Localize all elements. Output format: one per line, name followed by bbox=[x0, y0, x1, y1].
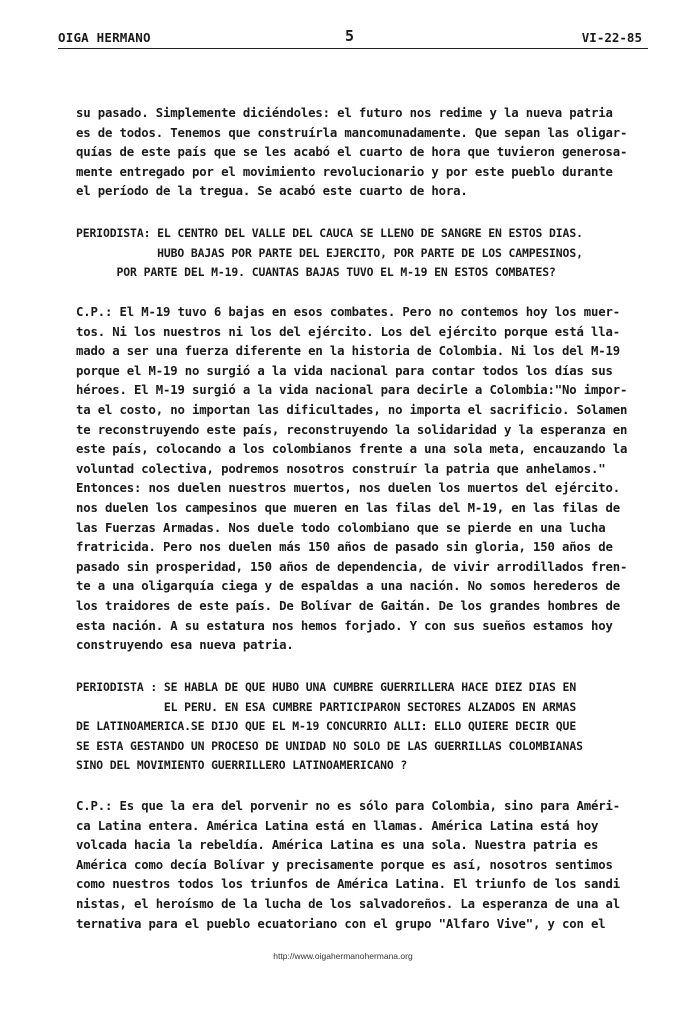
answer-2 bbox=[76, 797, 646, 934]
text-line: HUBO BAJAS POR PARTE DEL EJERCITO, POR PARTE DE LOS CAMPESINOS, bbox=[76, 245, 583, 260]
text-line: C.P.: El M-19 tuvo 6 bajas en esos combates. Pero no contemos hoy los muer- bbox=[76, 305, 621, 319]
text-line: te a una oligarquía ciega y de espaldas a una nación. No somos herederos de bbox=[76, 579, 621, 594]
text-line: SINO DEL MOVIMIENTO GUERRILLERO LATINOAMERICANO ? bbox=[76, 758, 408, 773]
text-line: los traidores de este país. De Bolívar de Gaitán. De los grandes hombres de bbox=[76, 598, 621, 613]
header-title: OIGA HERMANO bbox=[58, 30, 151, 45]
text-line: nos duelen los campesinos que mueren en las filas del M-19, en las filas de bbox=[76, 500, 621, 515]
text-line: tos. Ni los nuestros ni los del ejército. Los del ejército porque está lla- bbox=[76, 324, 621, 339]
text-line: nistas, el heroísmo de la lucha de los salvadoreños. La esperanza de una al bbox=[76, 896, 621, 911]
text-line: ca Latina entera. América Latina está en llamas. América Latina está hoy bbox=[76, 818, 599, 833]
text-line: EL PERU. EN ESA CUMBRE PARTICIPARON SECTORES ALZADOS EN ARMAS bbox=[76, 699, 577, 714]
text-line: Entonces: nos duelen nuestros muertos, nos duelen los muertos del ejército. bbox=[76, 481, 621, 496]
text-line: héroes. El M-19 surgió a la vida nacional para decirle a Colombia:"No impor- bbox=[76, 383, 628, 398]
text-line: mado a ser una fuerza diferente en la historia de Colombia. Ni los del M-19 bbox=[76, 344, 621, 359]
text-line: pasado sin prosperidad, 150 años de dependencia, de vivir arrodillados fren- bbox=[76, 559, 628, 574]
text-line: fratricida. Pero nos duelen más 150 años de pasado sin gloria, 150 años de bbox=[76, 540, 613, 555]
text-line: quías de este país que se les acabó el cuarto de hora que tuvieron generosa- bbox=[76, 145, 628, 160]
text-line: voluntad colectiva, podremos nosotros construír la patria que anhelamos." bbox=[76, 461, 606, 476]
header-date: VI-22-85 bbox=[581, 30, 642, 45]
text-line: su pasado. Simplemente diciéndoles: el futuro nos redime y la nueva patria bbox=[76, 106, 613, 120]
text-line: porque el M-19 no surgió a la vida nacional para contar todos los días sus bbox=[76, 363, 613, 378]
text-line: te reconstruyendo este país, reconstruyendo la solidaridad y la esperanza en bbox=[76, 422, 628, 437]
text-line: esta nación. A su estatura nos hemos forjado. Y con sus sueños estamos hoy bbox=[76, 618, 613, 633]
page-number: 5 bbox=[345, 27, 355, 45]
page-header bbox=[58, 27, 648, 49]
text-line: POR PARTE DEL M-19. CUANTAS BAJAS TUVO EL M-19 EN ESTOS COMBATES? bbox=[76, 265, 556, 280]
text-line: el período de la tregua. Se acabó este cuarto de hora. bbox=[76, 184, 468, 199]
text-line: PERIODISTA : SE HABLA DE QUE HUBO UNA CUMBRE GUERRILLERA HACE DIEZ DIAS EN bbox=[76, 680, 577, 694]
text-line: es de todos. Tenemos que construírla mancomunadamente. Que sepan las oligar- bbox=[76, 125, 628, 140]
text-line: ta el costo, no importan las dificultades, no importa el sacrificio. Solamen bbox=[76, 402, 628, 417]
text-line: volcada hacia la rebeldía. América Latina es una sola. Nuestra patria es bbox=[76, 838, 599, 853]
text-line: DE LATINOAMERICA.SE DIJO QUE EL M-19 CONCURRIO ALLI: ELLO QUIERE DECIR QUE bbox=[76, 719, 577, 734]
paragraph-continuation bbox=[76, 104, 646, 202]
text-line: este país, colocando a los colombianos frente a una sola meta, encauzando la bbox=[76, 442, 628, 457]
footer-url[interactable]: http://www.oigahermanohermana.org bbox=[273, 951, 413, 961]
text-line: PERIODISTA: EL CENTRO DEL VALLE DEL CAUCA SE LLENO DE SANGRE EN ESTOS DIAS. bbox=[76, 226, 583, 240]
text-line: SE ESTA GESTANDO UN PROCESO DE UNIDAD NO SOLO DE LAS GUERRILLAS COLOMBIANAS bbox=[76, 738, 583, 753]
text-line: las Fuerzas Armadas. Nos duele todo colombiano que se pierde en una lucha bbox=[76, 520, 606, 535]
text-line: América como decía Bolívar y precisamente porque es así, nosotros sentimos bbox=[76, 857, 613, 872]
text-line: mente entregado por el movimiento revolucionario y por este pueblo durante bbox=[76, 164, 613, 179]
text-line: construyendo esa nueva patria. bbox=[76, 638, 294, 653]
answer-1 bbox=[76, 303, 646, 656]
text-line: C.P.: Es que la era del porvenir no es sólo para Colombia, sino para Améri- bbox=[76, 799, 621, 813]
text-line: como nuestros todos los triunfos de América Latina. El triunfo de los sandi bbox=[76, 877, 621, 892]
text-line: ternativa para el pueblo ecuatoriano con el grupo "Alfaro Vive", y con el bbox=[76, 916, 606, 931]
interviewer-question-1 bbox=[76, 224, 646, 283]
interviewer-question-2 bbox=[76, 678, 646, 776]
